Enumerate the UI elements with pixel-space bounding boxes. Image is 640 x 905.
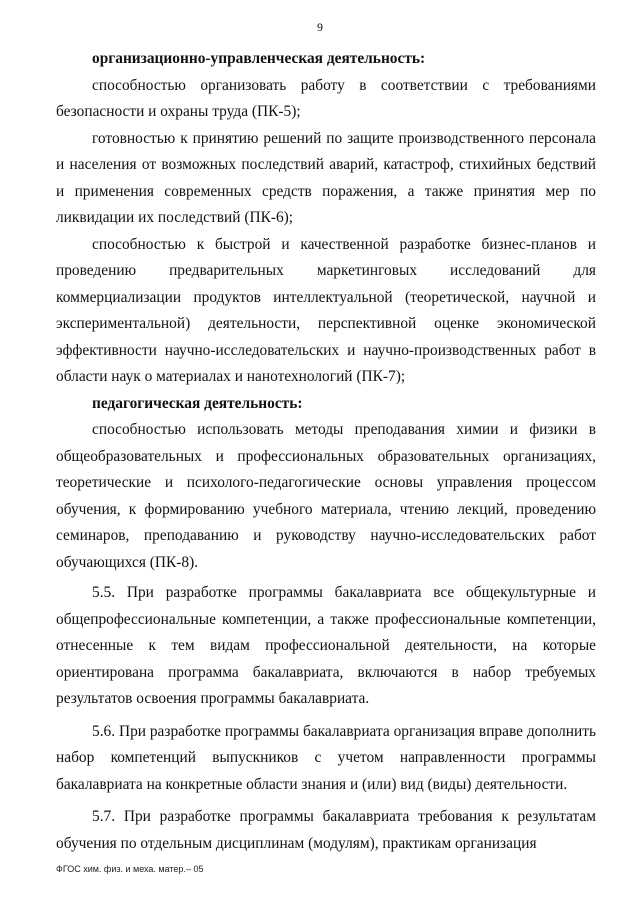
competency-pk8: способностью использовать методы преподавания химии и физики в общеобразовательных и профессиональных образовательных организациях, теоретические и психолого-педагогические основы управления процессом обучения, к формированию учебного материала, чтению лекций, проведению семинаров, преподаванию и руководству научно-исследовательских работ обучающихся (ПК-8).	[56, 421, 596, 571]
clause-5-5: 5.5. При разработке программы бакалавриата все общекультурные и общепрофессиональные компетенции, а также профессиональные компетенции, отнесенные к тем видам профессиональной деятельности, на которые ориентирована программа бакалавриата, включаются в набор требуемых результатов освоения программы бакалавриата.	[56, 584, 596, 707]
clause-5-6: 5.6. При разработке программы бакалавриата организация вправе дополнить набор компетенций выпускников с учетом направленности программы бакалавриата на конкретные области знания и (или) вид (виды) деятельности.	[56, 722, 596, 793]
footer-document-code: ФГОС хим. физ. и меха. матер.– 05	[56, 864, 204, 874]
page-number: 9	[317, 20, 323, 34]
clause-5-7: 5.7. При разработке программы бакалавриата требования к результатам обучения по отдельным дисциплинам (модулям), практикам организация	[56, 808, 596, 852]
competency-pk5: способностью организовать работу в соответствии с требованиями безопасности и охраны труда (ПК-5);	[56, 76, 596, 120]
section-heading-management: организационно-управленческая деятельность:	[92, 50, 426, 67]
competency-pk6: готовностью к принятию решений по защите производственного персонала и населения от возможных последствий аварий, катастроф, стихийных бедствий и применения современных средств поражения, а также принятия мер по ликвидации их последствий (ПК-6);	[56, 129, 596, 226]
section-heading-pedagogical: педагогическая деятельность:	[92, 394, 303, 412]
document-body	[56, 46, 596, 857]
competency-pk7: способностью к быстрой и качественной разработке бизнес-планов и проведению предварительных маркетинговых исследований для коммерциализации продуктов интеллектуальной (теоретической, научной и экспериментальной) деятельности, перспективной оценке экономической эффективности научно-исследовательских и научно-производственных работ в области наук о материалах и нанотехнологий (ПК-7);	[56, 235, 596, 385]
